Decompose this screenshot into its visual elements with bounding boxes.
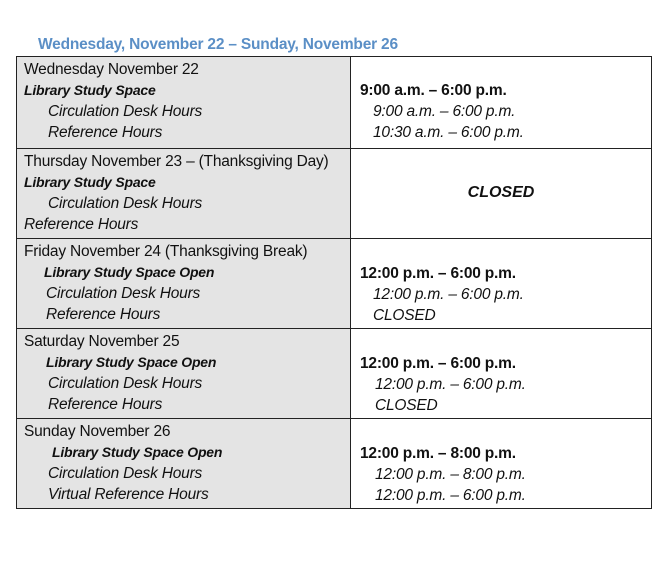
day-cell xyxy=(17,419,351,509)
study-space-label: Library Study Space Open xyxy=(44,264,215,280)
circulation-hours: 12:00 p.m. – 8:00 p.m. xyxy=(375,466,526,483)
day-cell xyxy=(17,329,351,419)
day-heading: Friday November 24 (Thanksgiving Break) xyxy=(24,243,308,260)
study-space-label: Library Study Space Open xyxy=(52,444,223,460)
hours-cell xyxy=(351,57,652,149)
day-heading: Saturday November 25 xyxy=(24,333,180,350)
hours-cell xyxy=(351,239,652,329)
day-heading: Sunday November 26 xyxy=(24,423,171,440)
circulation-label: Circulation Desk Hours xyxy=(48,375,203,392)
study-space-hours: 12:00 p.m. – 6:00 p.m. xyxy=(360,355,516,372)
hours-cell xyxy=(351,419,652,509)
hours-cell xyxy=(351,329,652,419)
reference-hours: CLOSED xyxy=(373,307,436,324)
page-title: Wednesday, November 22 – Sunday, November 26 xyxy=(38,36,398,53)
circulation-label: Circulation Desk Hours xyxy=(46,285,201,302)
circulation-hours: 12:00 p.m. – 6:00 p.m. xyxy=(373,286,524,303)
circulation-label: Circulation Desk Hours xyxy=(48,195,203,212)
reference-label: Reference Hours xyxy=(46,306,161,323)
circulation-hours: 9:00 a.m. – 6:00 p.m. xyxy=(373,103,516,120)
day-heading: Wednesday November 22 xyxy=(24,61,199,78)
hours-cell xyxy=(351,149,652,239)
study-space-hours: 12:00 p.m. – 6:00 p.m. xyxy=(360,265,516,282)
reference-label: Virtual Reference Hours xyxy=(48,486,209,503)
circulation-label: Circulation Desk Hours xyxy=(48,465,203,482)
table-row-saturday xyxy=(17,329,652,419)
closed-status: CLOSED xyxy=(467,184,535,201)
table-row-wednesday xyxy=(17,57,652,149)
study-space-hours: 9:00 a.m. – 6:00 p.m. xyxy=(360,82,507,99)
reference-hours: 10:30 a.m. – 6:00 p.m. xyxy=(373,124,524,141)
day-heading: Thursday November 23 – (Thanksgiving Day) xyxy=(24,153,329,170)
reference-label: Reference Hours xyxy=(24,216,139,233)
day-cell xyxy=(17,239,351,329)
study-space-label: Library Study Space Open xyxy=(46,354,217,370)
day-cell xyxy=(17,57,351,149)
hours-table xyxy=(16,56,652,509)
circulation-hours: 12:00 p.m. – 6:00 p.m. xyxy=(375,376,526,393)
reference-label: Reference Hours xyxy=(48,124,163,141)
reference-hours: CLOSED xyxy=(375,397,438,414)
study-space-hours: 12:00 p.m. – 8:00 p.m. xyxy=(360,445,516,462)
table-row-friday xyxy=(17,239,652,329)
study-space-label: Library Study Space xyxy=(24,174,156,190)
table-row-sunday xyxy=(17,419,652,509)
circulation-label: Circulation Desk Hours xyxy=(48,103,203,120)
day-cell xyxy=(17,149,351,239)
table-row-thursday xyxy=(17,149,652,239)
study-space-label: Library Study Space xyxy=(24,82,156,98)
reference-label: Reference Hours xyxy=(48,396,163,413)
reference-hours: 12:00 p.m. – 6:00 p.m. xyxy=(375,487,526,504)
